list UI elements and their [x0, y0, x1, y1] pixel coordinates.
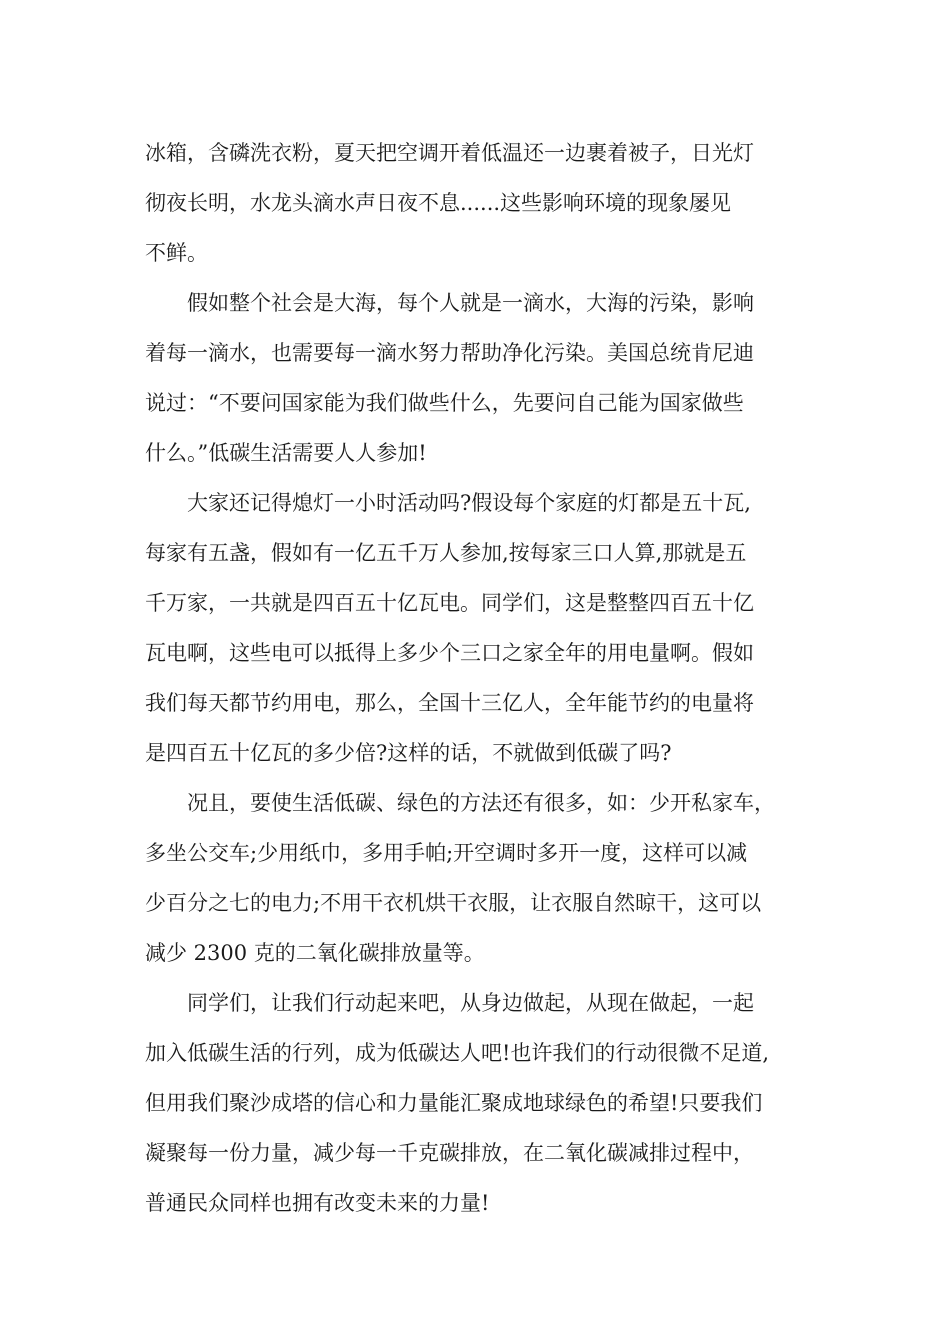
text-line: 况且，要使生活低碳、绿色的方法还有很多，如：少开私家车， [145, 791, 775, 815]
text-line: 大家还记得熄灯一小时活动吗?假设每个家庭的灯都是五十瓦, [145, 491, 751, 515]
text-line: 是四百五十亿瓦的多少倍?这样的话，不就做到低碳了吗? [145, 741, 672, 765]
text-line: 多坐公交车;少用纸巾，多用手帕;开空调时多开一度，这样可以减 [145, 841, 748, 865]
text-line: 假如整个社会是大海，每个人就是一滴水，大海的污染，影响 [145, 291, 754, 315]
text-line: 我们每天都节约用电，那么，全国十三亿人，全年能节约的电量将 [145, 691, 754, 715]
paragraph-3 [145, 478, 811, 778]
text-line: 彻夜长明，水龙头滴水声日夜不息......这些影响环境的现象屡见 [145, 191, 732, 215]
text-line: 瓦电啊，这些电可以抵得上多少个三口之家全年的用电量啊。假如 [145, 641, 754, 665]
document-body [145, 128, 811, 1228]
paragraph-2 [145, 278, 811, 478]
text-line: 同学们，让我们行动起来吧，从身边做起，从现在做起，一起 [145, 991, 754, 1015]
text-line: 不鲜。 [145, 241, 208, 265]
text-line: 减少 2300 克的二氧化碳排放量等。 [145, 941, 485, 965]
text-line: 加入低碳生活的行列，成为低碳达人吧!也许我们的行动很微不足道, [145, 1041, 770, 1065]
text-line: 每家有五盏，假如有一亿五千万人参加,按每家三口人算,那就是五 [145, 541, 747, 565]
text-line: 普通民众同样也拥有改变未来的力量! [145, 1191, 490, 1215]
paragraph-4 [145, 778, 811, 978]
text-line: 但用我们聚沙成塔的信心和力量能汇聚成地球绿色的希望!只要我们 [145, 1091, 763, 1115]
paragraph-5 [145, 978, 811, 1228]
text-line: 冰箱，含磷洗衣粉，夏天把空调开着低温还一边裹着被子，日光灯 [145, 141, 754, 165]
text-line: 说过：“不要问国家能为我们做些什么，先要问自己能为国家做些 [145, 391, 744, 415]
text-line: 千万家，一共就是四百五十亿瓦电。同学们，这是整整四百五十亿 [145, 591, 754, 615]
text-line: 凝聚每一份力量，减少每一千克碳排放，在二氧化碳减排过程中， [145, 1141, 754, 1165]
text-line: 少百分之七的电力;不用干衣机烘干衣服，让衣服自然晾干，这可以 [145, 891, 762, 915]
text-line: 着每一滴水，也需要每一滴水努力帮助净化污染。美国总统肯尼迪 [145, 341, 754, 365]
text-line: 什么。”低碳生活需要人人参加! [145, 441, 427, 465]
paragraph-1 [145, 128, 811, 278]
